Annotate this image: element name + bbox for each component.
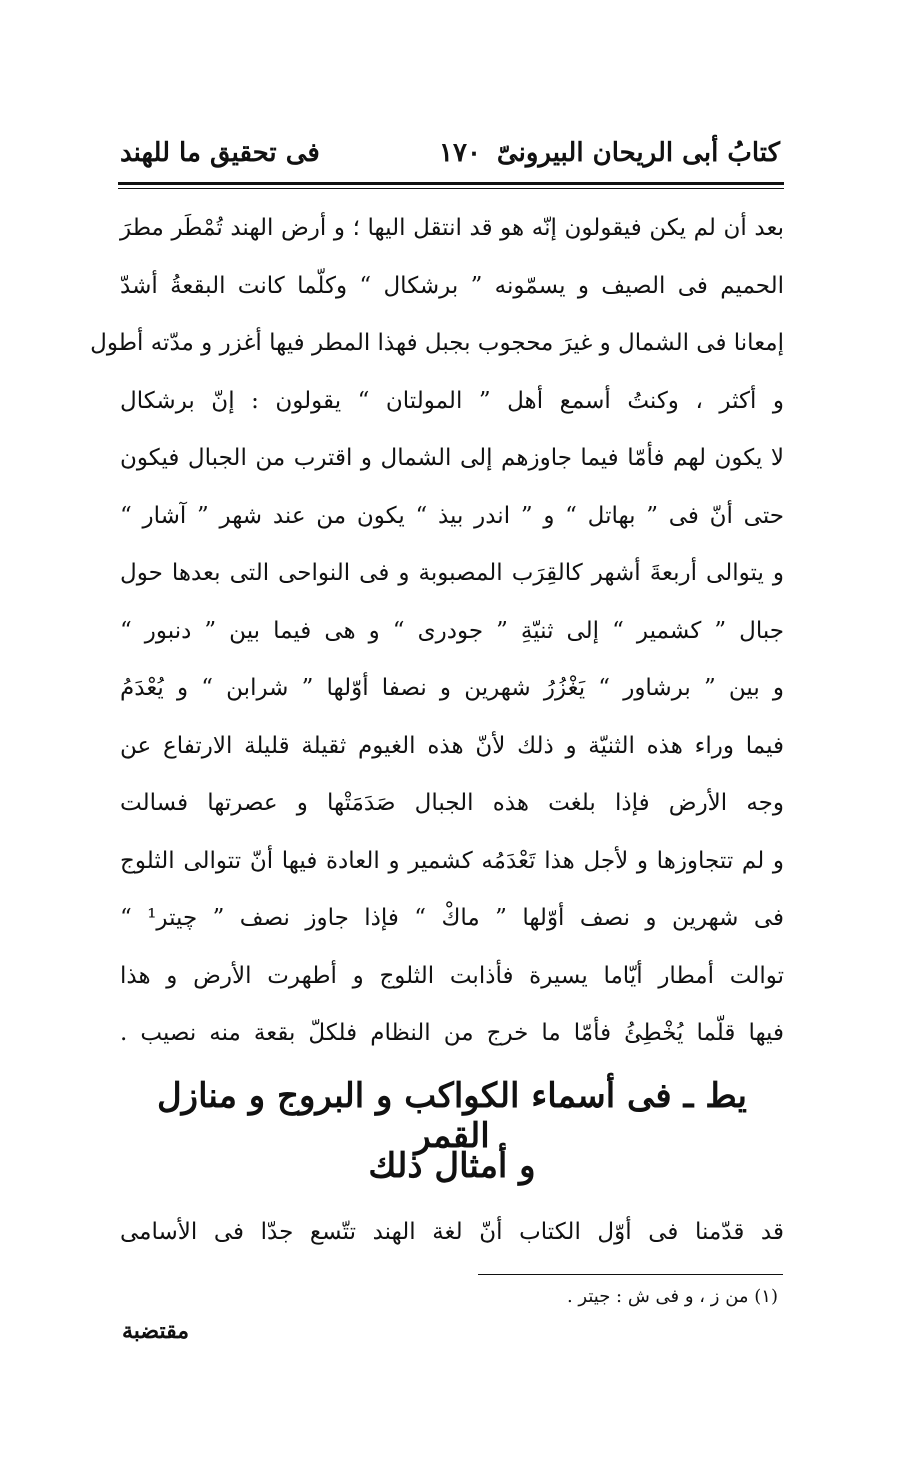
running-header <box>120 132 780 180</box>
footnote: (١) من ز ، و فى ش : جيتر . <box>566 1286 778 1307</box>
text-line: إمعانا فى الشمال و غيرَ محجوب بجبل فهذا المطر فيها أغزر و مدّته أطول <box>90 330 784 356</box>
text-line: و يتوالى أربعةَ أشهر كالقِرَب المصبوبة و فى النواحى التى بعدها حول <box>120 560 784 586</box>
header-rule-thin <box>118 188 784 189</box>
text-line: فى شهرين و نصف أوّلها ” ماكْ “ فإذا جاوز نصف ” چيتر¹ “ <box>120 905 785 931</box>
header-rule-thick <box>118 182 784 185</box>
catchword: مقتضبة <box>122 1318 190 1344</box>
text-line: و لم تتجاوزها و لأجل هذا تَعْدَمُه كشمير و العادة فيها أنّ تتوالى الثلوج <box>120 847 784 874</box>
text-line: لا يكون لهم فأمّا فيما جاوزهم إلى الشمال و اقترب من الجبال فيكون <box>120 445 784 471</box>
paragraph-start: قد قدّمنا فى أوّل الكتاب أنّ لغة الهند تتّسع جدّا فى الأسامى <box>120 1219 784 1245</box>
text-line: جبال ” كشمير “ إلى ثنيّةِ ” جودرى “ و هى فيما بين ” دنبور “ <box>120 617 784 644</box>
section-heading-line1: يط ـ فى أسماء الكواكب و البروج و منازل القمر <box>156 1076 748 1156</box>
section-heading-line2: و أمثال ذلك <box>368 1146 536 1186</box>
text-line: حتى أنّ فى ” بهاتل “ و ” اندر بيذ “ يكون من عند شهر ” آشار “ <box>120 502 784 529</box>
page-number: ١٧٠ <box>439 138 481 168</box>
text-line: و بين ” برشاور “ يَغْزُرُ شهرين و نصفا أوّلها ” شرابن “ و يُعْدَمُ <box>120 675 784 701</box>
header-subject: فى تحقيق ما للهند <box>120 138 320 168</box>
main-text <box>90 200 785 1063</box>
text-line: فيما وراء هذه الثنيّة و ذلك لأنّ هذه الغيوم ثقيلة قليلة الارتفاع عن <box>120 732 784 759</box>
text-line: الحميم فى الصيف و يسمّونه ” برشكال “ وكلّما كانت البقعةُ أشدّ <box>120 272 784 299</box>
text-line: و أكثر ، وكنتُ أسمع أهل ” المولتان “ يقولون : إنّ برشكال <box>120 387 784 414</box>
text-line: وجه الأرض فإذا بلغت هذه الجبال صَدَمَتْها و عصرتها فسالت <box>120 790 784 816</box>
footnote-rule <box>478 1274 783 1275</box>
book-title: كتابُ أبى الريحان البيرونىّ <box>496 138 780 168</box>
text-line: بعد أن لم يكن فيقولون إنّه هو قد انتقل اليها ؛ و أرض الهند تُمْطَر مطرَ <box>120 215 784 241</box>
text-line: فيها قلّما يُخْطِئُ فأمّا ما خرج من النظام فلكلّ بقعة منه نصيب . <box>120 1020 784 1046</box>
text-line: توالت أمطار أيّاما يسيرة فأذابت الثلوج و أطهرت الأرض و هذا <box>120 962 784 989</box>
